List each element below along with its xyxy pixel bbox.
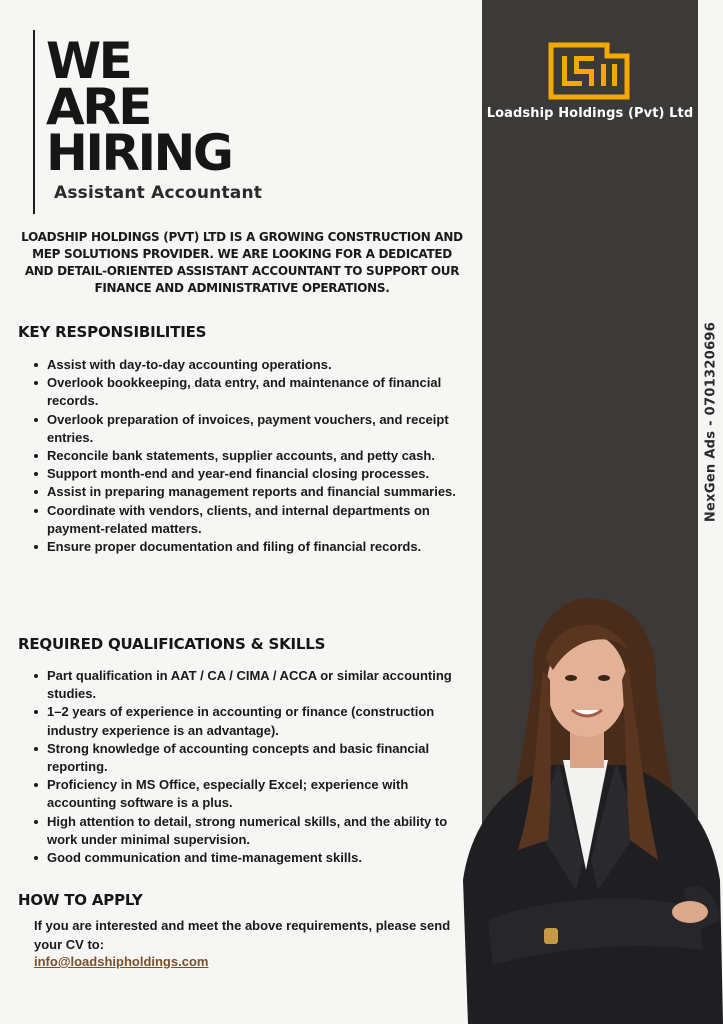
loadship-logo-icon	[548, 42, 630, 100]
company-name: Loadship Holdings (Pvt) Ltd	[486, 106, 694, 121]
list-item: Assist with day-to-day accounting operations.	[30, 356, 470, 374]
page-title	[46, 32, 232, 182]
title-accent-bar	[33, 30, 35, 214]
list-item: Ensure proper documentation and filing of financial records.	[30, 538, 470, 556]
list-item: Overlook bookkeeping, data entry, and maintenance of financial records.	[30, 374, 470, 410]
list-item: Coordinate with vendors, clients, and internal departments on payment-related matters.	[30, 502, 470, 538]
responsibilities-list	[30, 356, 470, 556]
qualifications-list	[30, 667, 470, 867]
apply-instructions: If you are interested and meet the above requirements, please send your CV to:	[34, 918, 451, 952]
qualifications-heading: REQUIRED QUALIFICATIONS & SKILLS	[18, 635, 326, 653]
list-item: 1–2 years of experience in accounting or finance (construction industry experience is an advantage).	[30, 703, 470, 739]
list-item: Assist in preparing management reports and financial summaries.	[30, 483, 470, 501]
list-item: Part qualification in AAT / CA / CIMA / ACCA or similar accounting studies.	[30, 667, 470, 703]
agency-credit: NexGen Ads - 0701320696	[703, 321, 719, 523]
list-item: Reconcile bank statements, supplier accounts, and petty cash.	[30, 447, 470, 465]
job-role: Assistant Accountant	[54, 183, 263, 203]
headline-line-3: HIRING	[46, 124, 232, 182]
list-item: Support month-end and year-end financial closing processes.	[30, 465, 470, 483]
headline-line-2: ARE	[46, 78, 150, 136]
responsibilities-heading: KEY RESPONSIBILITIES	[18, 323, 207, 341]
woman-portrait-image	[458, 590, 723, 1024]
list-item: Proficiency in MS Office, especially Excel; experience with accounting software is a plus.	[30, 776, 470, 812]
list-item: Good communication and time-management skills.	[30, 849, 470, 867]
apply-heading: HOW TO APPLY	[18, 891, 143, 909]
list-item: Strong knowledge of accounting concepts and basic financial reporting.	[30, 740, 470, 776]
list-item: High attention to detail, strong numerical skills, and the ability to work under minimal supervision.	[30, 813, 470, 849]
apply-email-link[interactable]: info@loadshipholdings.com	[34, 954, 209, 969]
headline-line-1: WE	[46, 32, 131, 90]
list-item: Overlook preparation of invoices, payment vouchers, and receipt entries.	[30, 411, 470, 447]
company-intro: LOADSHIP HOLDINGS (PVT) LTD IS A GROWING CONSTRUCTION AND MEP SOLUTIONS PROVIDER. WE ARE LOOKING FOR A DEDICATED AND DETAIL-ORIENTED ASSISTANT ACCOUNTANT TO SUPPORT OUR FINANCE AND ADMINISTRATIVE OPERATIONS.	[21, 230, 463, 295]
